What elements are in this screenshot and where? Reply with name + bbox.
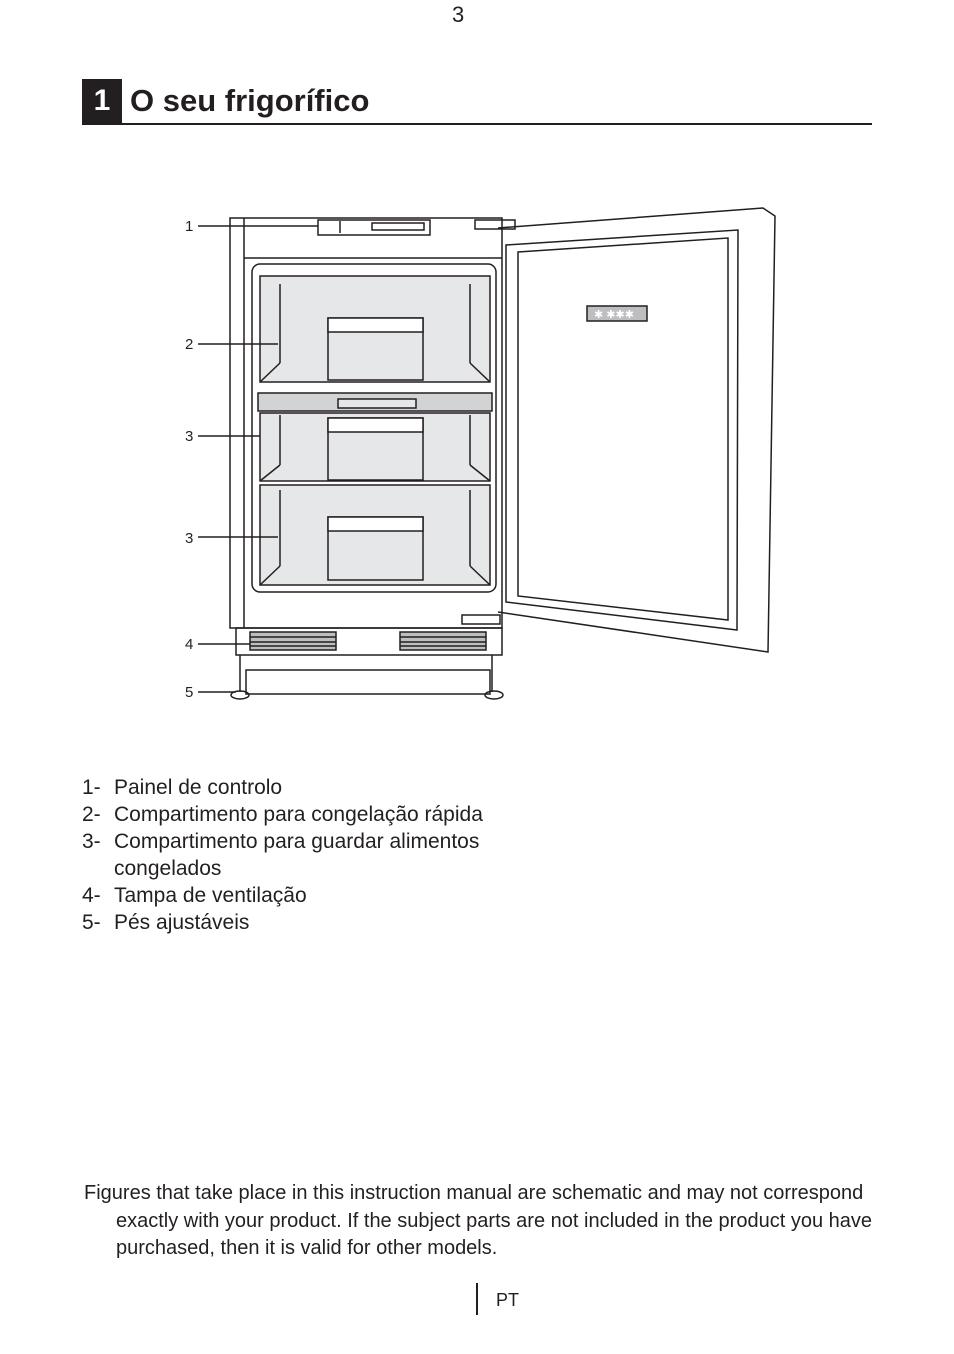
freezer-diagram [180, 200, 780, 710]
parts-list [82, 774, 502, 936]
list-item-number: 4- [82, 884, 101, 907]
language-code: PT [496, 1290, 520, 1310]
section-header [82, 79, 872, 125]
list-item [82, 801, 502, 828]
list-item-number: 1- [82, 776, 101, 799]
list-item-label: Compartimento para congelação rápida [114, 803, 483, 826]
list-item [82, 882, 502, 909]
list-item-number: 5- [82, 911, 101, 934]
list-item [82, 828, 502, 882]
callout-label: 3 [185, 530, 194, 547]
callout-label: 3 [185, 428, 194, 445]
footer-divider [476, 1283, 478, 1315]
list-item-label: Pés ajustáveis [114, 911, 250, 934]
list-item [82, 774, 502, 801]
disclaimer-text: Figures that take place in this instruction manual are schematic and may not correspond exactly with your product. If the subject parts are not included in the product you have purchased, then it is valid for other models. [84, 1182, 872, 1259]
section-number: 1 [82, 79, 122, 123]
list-item-number: 3- [82, 830, 101, 853]
callout-label: 2 [185, 336, 194, 353]
callout-label: 5 [185, 684, 194, 701]
adjustable-foot-right [485, 691, 503, 699]
page-title: O seu frigorífico [130, 83, 370, 118]
open-door [498, 208, 775, 652]
callout-label: 4 [185, 636, 194, 653]
star-rating-text: ✱ ✱✱✱ [594, 309, 634, 321]
list-item [82, 909, 502, 936]
callout-label: 1 [185, 218, 194, 235]
list-item-label: Tampa de ventilação [114, 884, 307, 907]
freezer-illustration [180, 200, 780, 710]
page-number: 3 [452, 2, 465, 27]
list-item-label: Painel de controlo [114, 776, 283, 799]
list-item-number: 2- [82, 803, 101, 826]
list-item-label: Compartimento para guardar alimentos congelados [114, 830, 480, 880]
